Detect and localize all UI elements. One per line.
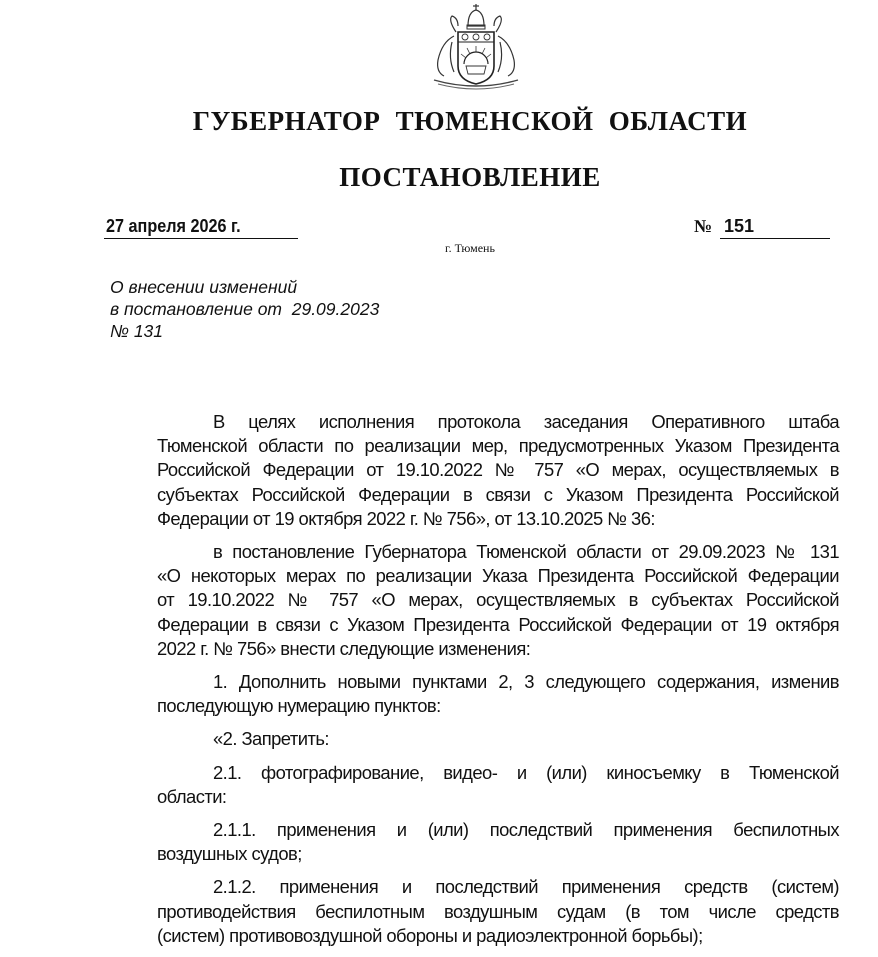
text-line: Федерации в связи с Указом Президента Российской Федерации от 19 октября (157, 613, 839, 635)
paragraph-item-2 (101, 727, 839, 751)
document-number-field (720, 216, 830, 239)
text-line: (систем) противовоздушной обороны и радиоэлектронной борьбы); (157, 924, 703, 946)
organization-title: ГУБЕРНАТОР ТЮМЕНСКОЙ ОБЛАСТИ (192, 106, 748, 136)
text-line: Федерации от 19 октября 2022 г. № 756», от 13.10.2025 № 36: (157, 507, 655, 529)
paragraph-item-1 (101, 670, 839, 718)
subject-line: в постановление от 29.09.2023 (110, 299, 380, 319)
text-line: последующую нумерацию пунктов: (157, 695, 441, 717)
text-line: «О некоторых мерах по реализации Указа Президента Российской Федерации (157, 565, 839, 587)
text-line: противодействия беспилотным воздушным судам (в том числе средств (157, 900, 839, 922)
subject-line: О внесении изменений (110, 277, 298, 297)
document-type-title: ПОСТАНОВЛЕНИЕ (339, 162, 601, 192)
text-line: воздушных судов; (157, 843, 302, 865)
text-line: области: (157, 785, 227, 807)
paragraph-amendment-intro (101, 540, 839, 661)
text-line: от 19.10.2022 № 757 «О мерах, осуществляемых в субъектах Российской (157, 589, 839, 611)
document-subject (110, 276, 470, 342)
text-line: в постановление Губернатора Тюменской области от 29.09.2023 № 131 (213, 541, 839, 563)
paragraph-item-2-1 (101, 761, 839, 809)
text-line: 2.1.1. применения и (или) последствий применения беспилотных (213, 819, 839, 841)
text-line: 2022 г. № 756» внести следующие изменения: (157, 637, 531, 659)
text-line: Тюменской области по реализации мер, предусмотренных Указом Президента (157, 435, 839, 457)
text-line: субъектах Российской Федерации в связи с Указом Президента Российской (157, 483, 839, 505)
text-line: 2.1. фотографирование, видео- и (или) киносъемку в Тюменской (213, 761, 839, 783)
text-line: В целях исполнения протокола заседания Оперативного штаба (213, 411, 839, 432)
city-label: г. Тюмень (445, 241, 495, 255)
tyumen-coat-of-arms-icon (424, 2, 528, 90)
document-date-field (104, 216, 298, 239)
document-body (101, 410, 839, 957)
text-line: 1. Дополнить новыми пунктами 2, 3 следующего содержания, изменив (213, 671, 839, 693)
paragraph-item-2-1-1 (101, 818, 839, 866)
text-line: Российской Федерации от 19.10.2022 № 757 «О мерах, осуществляемых в (157, 459, 839, 481)
document-number: 151 (724, 216, 755, 236)
paragraph-item-2-1-2 (101, 875, 839, 948)
document-date: 27 апреля 2026 г. (106, 216, 241, 236)
paragraph-preamble (101, 410, 839, 531)
subject-line: № 131 (110, 321, 164, 341)
text-line: «2. Запретить: (213, 728, 329, 750)
text-line: 2.1.2. применения и последствий применения средств (систем) (213, 876, 839, 898)
number-sign: № (694, 216, 713, 236)
